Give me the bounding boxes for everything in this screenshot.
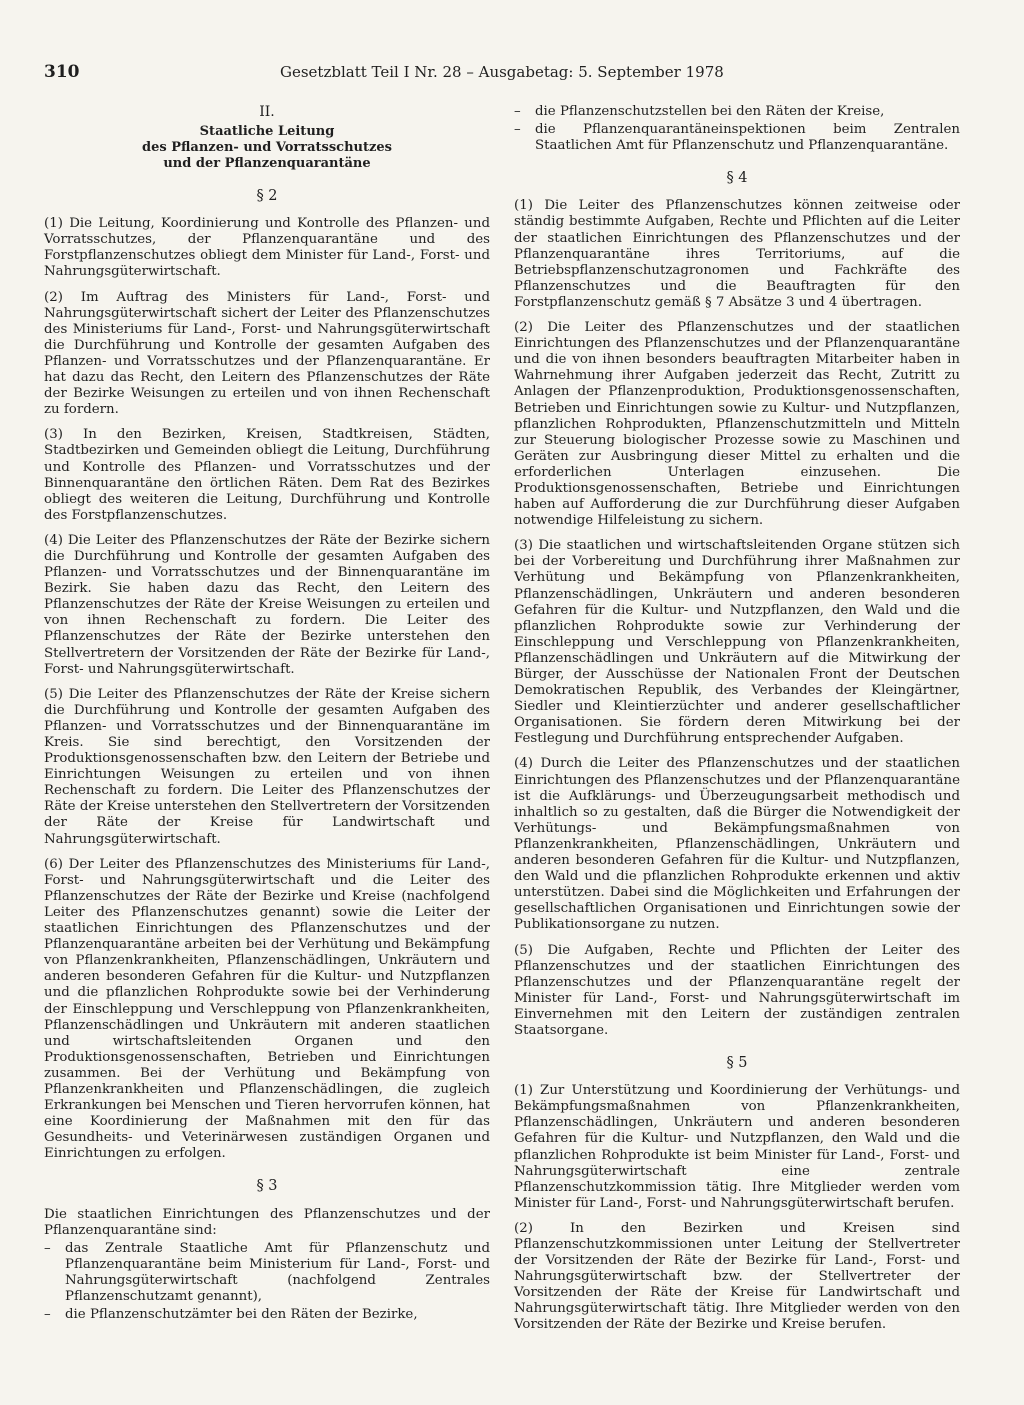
title-line: Staatliche Leitung: [199, 124, 335, 140]
page-header: [44, 62, 980, 86]
dash-bullet: –: [514, 104, 521, 119]
s4-subsection-4: (4) Durch die Leiter des Pflanzenschutzes und der staatlichen Einrichtungen des Pflanzenschutzes und der Pflanzenquarantäne ist die Aufklärungs- und Überzeugungsarbeit methodisch und inhaltlich so zu gestalten, daß die Bürger die Notwendigkeit der Verhütungs- und Bekämpfungsmaßnahmen von Pflanzenkrankheiten, Pflanzenschädlingen, Unkräutern und anderen besonderen Gefahren für die Kultur- und Nutzpflanzen, den Wald und die pflanzlichen Rohprodukte erkennen und aktiv unterstützen. Dabei sind die Möglichkeiten und Erfahrungen der gesellschaftlichen Organisationen und Einrichtungen sowie der Publikationsorgane zu nutzen.: [514, 756, 960, 933]
s3-institution-list-continued: [514, 104, 960, 154]
list-item: – die Pflanzenschutzstellen bei den Räten der Kreise,: [514, 104, 885, 119]
s4-subsection-3: (3) Die staatlichen und wirtschaftsleitenden Organe stützen sich bei der Vorbereitung und Durchführung ihrer Maßnahmen zur Verhütung und Bekämpfung von Pflanzenkrankheiten, Pflanzenschädlingen, Unkräutern und anderen besonderen Gefahren für die Kultur- und Nutzpflanzen, den Wald und die pflanzlichen Rohprodukte sowie zur Verhinderung der Einschleppung und Verschleppung von Pflanzenkrankheiten, Pflanzenschädlingen und Unkräutern auf die Mitwirkung der Bürger, der Ausschüsse der Nationalen Front der Deutschen Demokratischen Republik, des Verbandes der Kleingärtner, Siedler und Kleintierzüchter und anderer gesellschaftlicher Organisationen. Sie fördern deren Mitwirkung bei der Festlegung und Durchführung entsprechender Aufgaben.: [514, 538, 960, 747]
right-column: [514, 104, 960, 1343]
s5-subsection-1: (1) Zur Unterstützung und Koordinierung der Verhütungs- und Bekämpfungsmaßnahmen von Pflanzenkrankheiten, Pflanzenschädlingen, Unkräutern und anderen besonderen Gefahren für die Kultur- und Nutzpflanzen, den Wald und die pflanzlichen Rohprodukte ist beim Minister für Land-, Forst- und Nahrungsgüterwirtschaft eine zentrale Pflanzenschutzkommission tätig. Ihre Mitglieder werden vom Minister für Land-, Forst- und Nahrungsgüterwirtschaft berufen.: [514, 1083, 960, 1211]
list-item: – das Zentrale Staatliche Amt für Pflanzenschutz und Pflanzenquarantäne beim Ministerium für Land-, Forst- und Nahrungsgüterwirtschaft (nachfolgend Zentrales Pflanzenschutzamt genannt),: [44, 1240, 490, 1304]
s2-subsection-6: (6) Der Leiter des Pflanzenschutzes des Ministeriums für Land-, Forst- und Nahrungsgüterwirtschaft und die Leiter des Pflanzenschutzes der Räte der Bezirke und Kreise (nachfolgend Leiter des Pflanzenschutzes genannt) sowie die Leiter der staatlichen Einrichtungen des Pflanzenschutzes und der Pflanzenquarantäne arbeiten bei der Verhütung und Bekämpfung von Pflanzenkrankheiten, Pflanzenschädlingen, Unkräutern und anderen besonderen Gefahren für die Kultur- und Nutzpflanzen und die pflanzlichen Rohprodukte sowie bei der Verhinderung der Einschleppung und Verschleppung von Pflanzenkrankheiten, Pflanzenschädlingen und Unkräutern mit anderen staatlichen und wirtschaftsleitenden Organen und den Produktionsgenossenschaften, Betrieben und Einrichtungen zusammen. Bei der Verhütung und Bekämpfung von Pflanzenkrankheiten und Pflanzenschädlingen, die zugleich Erkrankungen bei Menschen und Tieren hervorrufen können, hat eine Koordinierung der Maßnahmen mit den für das Gesundheits- und Veterinärwesen zuständigen Organen und Einrichtungen zu erfolgen.: [44, 856, 490, 1162]
s4-subsection-2: (2) Die Leiter des Pflanzenschutzes und der staatlichen Einrichtungen des Pflanzenschutzes und der Pflanzenquarantäne und die von ihnen besonders beauftragten Mitarbeiter haben in Wahrnehmung ihrer Aufgaben jederzeit das Recht, Zutritt zu Anlagen der Pflanzenproduktion, Produktionsgenossenschaften, Betrieben und Einrichtungen sowie zu Kultur- und Nutzpflanzen, pflanzlichen Rohprodukten, Pflanzenschutzmitteln und Mitteln zur Steuerung biologischer Prozesse sowie zu Maschinen und Geräten zur Ausbringung dieser Mittel zu erhalten und die erforderlichen Unterlagen einzusehen. Die Produktionsgenossenschaften, Betriebe und Einrichtungen haben auf Aufforderung die zur Durchführung dieser Aufgaben notwendige Hilfeleistung zu sichern.: [514, 320, 960, 529]
page-number: 310: [44, 62, 80, 82]
part-number: II.: [259, 104, 275, 120]
s3-institution-list: [44, 1241, 490, 1323]
s3-intro: Die staatlichen Einrichtungen des Pflanzenschutzes und der Pflanzenquarantäne sind:: [44, 1206, 490, 1238]
paragraph-heading-s4: § 4: [726, 170, 748, 187]
title-line: des Pflanzen- und Vorratsschutzes: [142, 140, 392, 156]
s2-subsection-2: (2) Im Auftrag des Ministers für Land-, Forst- und Nahrungsgüterwirtschaft sichert der Leiter des Pflanzenschutzes des Ministeriums für Land-, Forst- und Nahrungsgüterwirtschaft die Durchführung und Kontrolle der gesamten Aufgaben des Pflanzen- und Vorratsschutzes und der Pflanzenquarantäne. Er hat dazu das Recht, den Leitern des Pflanzenschutzes der Räte der Bezirke Weisungen zu erteilen und von ihnen Rechenschaft zu fordern.: [44, 289, 490, 418]
paragraph-heading-s2: § 2: [256, 188, 278, 205]
section-title: [44, 124, 490, 172]
dash-bullet: –: [44, 1307, 51, 1323]
s2-subsection-5: (5) Die Leiter des Pflanzenschutzes der Räte der Kreise sichern die Durchführung und Kontrolle der gesamten Aufgaben des Pflanzen- und Vorratsschutzes und der Binnenquarantäne im Kreis. Sie sind berechtigt, den Vorsitzenden der Produktionsgenossenschaften bzw. den Leitern der Betriebe und Einrichtungen Weisungen zu erteilen und von ihnen Rechenschaft zu fordern. Die Leiter des Pflanzenschutzes der Räte der Kreise unterstehen den Stellvertretern der Vorsitzenden der Räte der Kreise für Landwirtschaft und Nahrungsgüterwirtschaft.: [44, 686, 490, 847]
list-item: – die Pflanzenschutzämter bei den Räten der Bezirke,: [44, 1307, 418, 1323]
running-head: Gesetzblatt Teil I Nr. 28 – Ausgabetag: 5. September 1978: [280, 63, 724, 81]
title-line: und der Pflanzenquarantäne: [163, 156, 371, 172]
paragraph-heading-s3: § 3: [256, 1178, 278, 1195]
s5-subsection-2: (2) In den Bezirken und Kreisen sind Pflanzenschutzkommissionen unter Leitung der Stellvertreter der Vorsitzenden der Räte der Bezirke für Land-, Forst- und Nahrungsgüterwirtschaft bzw. der Stellvertreter der Vorsitzenden der Räte der Kreise für Landwirtschaft und Nahrungsgüterwirtschaft tätig. Ihre Mitglieder werden von den Vorsitzenden der Räte der Bezirke und Kreise berufen.: [514, 1220, 960, 1333]
s4-subsection-5: (5) Die Aufgaben, Rechte und Pflichten der Leiter des Pflanzenschutzes und der staatlichen Einrichtungen des Pflanzenschutzes und der Pflanzenquarantäne regelt der Minister für Land-, Forst- und Nahrungsgüterwirtschaft im Einvernehmen mit den Leitern der zuständigen zentralen Staatsorgane.: [514, 942, 960, 1038]
dash-bullet: –: [514, 122, 521, 138]
s2-subsection-1: (1) Die Leitung, Koordinierung und Kontrolle des Pflanzen- und Vorratsschutzes, der Pflanzenquarantäne und des Forstpflanzenschutzes obliegt dem Minister für Land-, Forst- und Nahrungsgüterwirtschaft.: [44, 216, 490, 280]
s2-subsection-3: (3) In den Bezirken, Kreisen, Stadtkreisen, Städten, Stadtbezirken und Gemeinden obliegt die Leitung, Durchführung und Kontrolle des Pflanzen- und Vorratsschutzes und der Binnenquarantäne den örtlichen Räten. Dem Rat des Bezirkes obliegt des weiteren die Leitung, Durchführung und Kontrolle des Forstpflanzenschutzes.: [44, 427, 490, 523]
paragraph-heading-s5: § 5: [726, 1055, 748, 1072]
s4-subsection-1: (1) Die Leiter des Pflanzenschutzes können zeitweise oder ständig bestimmte Aufgaben, Rechte und Pflichten auf die Leiter der staatlichen Einrichtungen des Pflanzenschutzes und der Pflanzenquarantäne ihres Territoriums, auf die Betriebspflanzenschutzagronomen und Fachkräfte des Pflanzenschutzes und die Beauftragten für den Forstpflanzenschutz gemäß § 7 Absätze 3 und 4 übertragen.: [514, 198, 960, 310]
list-item: – die Pflanzenquarantäneinspektionen beim Zentralen Staatlichen Amt für Pflanzenschutz und Pflanzenquarantäne.: [514, 122, 960, 154]
s2-subsection-4: (4) Die Leiter des Pflanzenschutzes der Räte der Bezirke sichern die Durchführung und Kontrolle der gesamten Aufgaben des Pflanzen- und Vorratsschutzes und der Binnenquarantäne im Bezirk. Sie haben dazu das Recht, den Leitern des Pflanzenschutzes der Räte der Kreise Weisungen zu erteilen und von ihnen Rechenschaft zu fordern. Die Leiter des Pflanzenschutzes der Räte der Bezirke unterstehen den Stellvertretern der Vorsitzenden der Räte der Bezirke für Land-, Forst- und Nahrungsgüterwirtschaft.: [44, 532, 490, 677]
dash-bullet: –: [44, 1240, 51, 1256]
left-column: [44, 104, 490, 1327]
